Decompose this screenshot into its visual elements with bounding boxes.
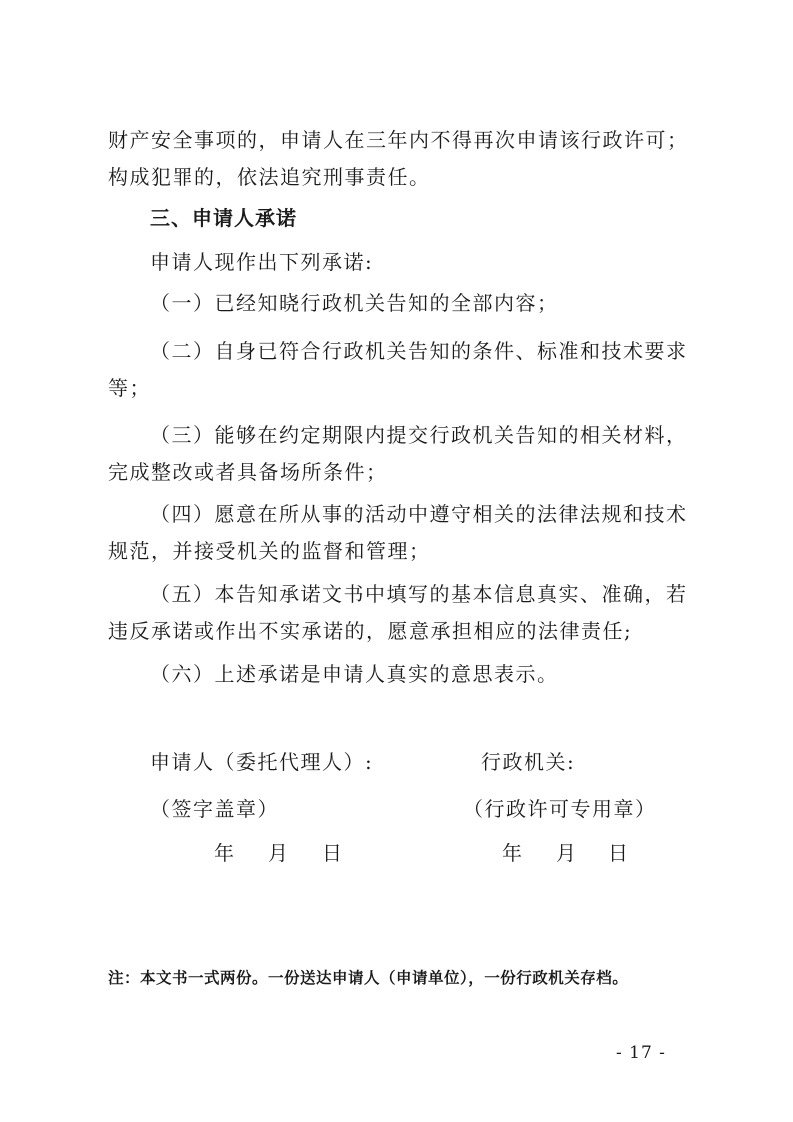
agency-label: 行政机关: [481,750,576,774]
applicant-label: 申请人（委托代理人）: [150,750,374,774]
page-number: - 17 - [616,1043,666,1063]
promise-line: 完成整改或者具备场所条件； [108,460,388,484]
applicant-date-day: 日 [322,841,344,865]
promise-line: （六）上述承诺是申请人真实的意思表示。 [150,662,559,686]
agency-date-month: 月 [556,841,578,865]
agency-seal: （行政许可专用章） [463,797,657,821]
applicant-date-year: 年 [214,841,236,865]
text-line: 构成犯罪的，依法追究刑事责任。 [108,165,431,189]
promise-line: 等； [108,376,151,400]
section-heading: 三、申请人承诺 [150,206,297,230]
promise-line: （一）已经知晓行政机关告知的全部内容； [150,291,559,315]
text-line: 财产安全事项的，申请人在三年内不得再次申请该行政许可； [108,128,689,152]
agency-date-day: 日 [608,841,630,865]
intro-text: 申请人现作出下列承诺: [150,250,374,274]
footnote: 注：本文书一式两份。一份送达申请人（申请单位），一份行政机关存档。 [108,968,629,987]
agency-date-year: 年 [502,841,524,865]
promise-line: （四）愿意在所从事的活动中遵守相关的法律法规和技术 [150,502,688,526]
applicant-seal: （签字盖章） [150,797,279,821]
applicant-date-month: 月 [268,841,290,865]
promise-line: （三）能够在约定期限内提交行政机关告知的相关材料， [150,423,688,447]
promise-line: （二）自身已符合行政机关告知的条件、标准和技术要求 [150,339,688,363]
promise-line: （五）本告知承诺文书中填写的基本信息真实、准确，若 [150,582,688,606]
promise-line: 违反承诺或作出不实承诺的，愿意承担相应的法律责任; [108,619,633,643]
promise-line: 规范，并接受机关的监督和管理； [108,539,431,563]
